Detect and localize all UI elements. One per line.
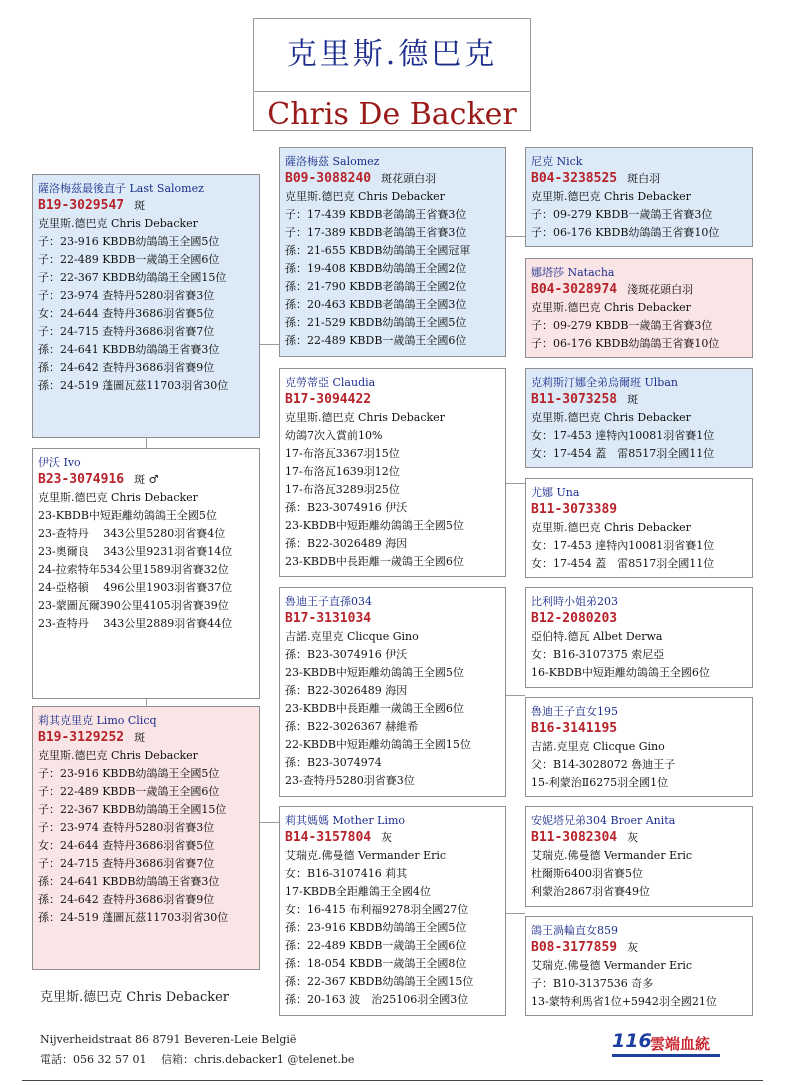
brand-logo bbox=[612, 1030, 722, 1058]
card-line: 17-KBDB全距離鴿王全國4位 bbox=[285, 885, 431, 898]
card-line: 子：06-176 KBDB幼鴿鴿王省賽10位 bbox=[531, 337, 720, 350]
card-line: 女：17-453 達特內10081羽省賽1位 bbox=[531, 429, 715, 442]
card-line: 利蒙治2867羽省賽49位 bbox=[531, 885, 650, 898]
card-line: 女：17-454 蓋 雷8517羽全國11位 bbox=[531, 447, 715, 460]
pigeon-name: 克勞蒂亞 Claudia bbox=[285, 376, 376, 389]
card-line: 孫：22-489 KBDB一歲鴿王全國6位 bbox=[285, 334, 467, 347]
card-line: 孫：20-463 KBDB老鴿鴿王全國3位 bbox=[285, 298, 467, 311]
card-line: 23-KBDB中長距離一歲鴿王全國6位 bbox=[285, 702, 464, 715]
ring-number: B11-3073389 bbox=[531, 502, 618, 517]
card-line: 孫：20-163 波 治25106羽全國3位 bbox=[285, 993, 469, 1006]
ring-number: B11-3082304 灰 bbox=[531, 830, 639, 845]
card-line: 克里斯.德巴克 Chris Debacker bbox=[38, 491, 198, 504]
pedigree-card-ulban bbox=[525, 368, 753, 468]
logo-number: 116 bbox=[612, 1030, 652, 1052]
card-line: 艾瑞克.佛曼德 Vermander Eric bbox=[531, 959, 693, 972]
card-line: 女：B16-3107375 索尼亞 bbox=[531, 648, 665, 661]
card-line: 孫：24-519 蓬圖瓦茲11703羽省30位 bbox=[38, 379, 229, 392]
card-line: 15-利蒙治Ⅱ6275羽全國1位 bbox=[531, 776, 669, 789]
card-line: 17-布洛瓦1639羽12位 bbox=[285, 465, 400, 478]
pigeon-name: 尤娜 Una bbox=[531, 486, 580, 499]
card-line: 克里斯.德巴克 Chris Debacker bbox=[285, 190, 445, 203]
card-line: 子：06-176 KBDB幼鴿鴿王省賽10位 bbox=[531, 226, 720, 239]
connector-line bbox=[146, 437, 147, 448]
card-line: 子：22-367 KBDB幼鴿鴿王全國15位 bbox=[38, 271, 227, 284]
card-line: 女：17-453 達特內10081羽省賽1位 bbox=[531, 539, 715, 552]
pigeon-name: 克莉斯汀娜全弟烏爾班 Ulban bbox=[531, 376, 678, 389]
card-line: 克里斯.德巴克 Chris Debacker bbox=[531, 411, 691, 424]
card-line: 子：24-715 查特丹3686羽省賽7位 bbox=[38, 325, 215, 338]
card-line: 23-蒙圖瓦爾390公里4105羽省賽39位 bbox=[38, 599, 229, 612]
pigeon-color: 灰 bbox=[381, 831, 393, 844]
pigeon-name: 尼克 Nick bbox=[531, 155, 583, 168]
card-line: 吉諾.克里克 Clicque Gino bbox=[285, 630, 419, 643]
owner-address: Nijverheidstraat 86 8791 Beveren-Leie België bbox=[40, 1033, 297, 1046]
pedigree-card-dam bbox=[32, 706, 260, 970]
card-line: 孫：22-489 KBDB一歲鴿王全國6位 bbox=[285, 939, 467, 952]
pigeon-color: 淺斑花頭白羽 bbox=[627, 283, 694, 296]
pigeon-name: 莉其媽媽 Mother Limo bbox=[285, 814, 406, 827]
card-line: 子：17-439 KBDB老鴿鴿王省賽3位 bbox=[285, 208, 467, 221]
ring-number: B16-3141195 bbox=[531, 721, 618, 736]
pigeon-color: 斑 bbox=[134, 731, 146, 744]
connector-line bbox=[505, 695, 525, 696]
pigeon-name: 薩洛梅茲最後直子 Last Salomez bbox=[38, 182, 204, 195]
card-line: 女：17-454 蓋 雷8517羽全國11位 bbox=[531, 557, 715, 570]
owner-name: 克里斯.德巴克 Chris Debacker bbox=[40, 990, 230, 1005]
card-line: 13-蒙特利馬省1位+5942羽全國21位 bbox=[531, 995, 717, 1008]
card-line: 23-奧爾良 343公里9231羽省賽14位 bbox=[38, 545, 233, 558]
card-line: 孫：B22-3026367 赫維希 bbox=[285, 720, 419, 733]
ring-number: B04-3238525 斑白羽 bbox=[531, 171, 661, 186]
card-line: 孫：21-655 KBDB幼鴿鴿王全國冠軍 bbox=[285, 244, 471, 257]
pedigree-card-mother-limo bbox=[279, 806, 506, 1016]
pigeon-color: 斑 bbox=[627, 393, 639, 406]
pedigree-card-broer-anita bbox=[525, 806, 753, 907]
card-line: 孫：23-916 KBDB幼鴿鴿王全國5位 bbox=[285, 921, 467, 934]
pigeon-color: 斑 ♂ bbox=[134, 473, 159, 486]
card-line: 克里斯.德巴克 Chris Debacker bbox=[38, 749, 198, 762]
pigeon-name: 薩洛梅茲 Salomez bbox=[285, 155, 380, 168]
pigeon-name: 娜塔莎 Natacha bbox=[531, 266, 615, 279]
card-line: 23-查特丹5280羽省賽3位 bbox=[285, 774, 415, 787]
pedigree-card-miss-belgium-brother bbox=[525, 587, 753, 688]
card-line: 孫：19-408 KBDB幼鴿鴿王全國2位 bbox=[285, 262, 467, 275]
card-line: 父：B14-3028072 魯迪王子 bbox=[531, 758, 676, 771]
card-line: 子：17-389 KBDB老鴿鴿王省賽3位 bbox=[285, 226, 467, 239]
card-line: 23-KBDB中短距離幼鴿鴿王全國5位 bbox=[38, 509, 217, 522]
card-line: 子：23-916 KBDB幼鴿鴿王全國5位 bbox=[38, 767, 220, 780]
ring-number: B19-3029547 斑 bbox=[38, 198, 146, 213]
card-line: 子：24-715 查特丹3686羽省賽7位 bbox=[38, 857, 215, 870]
pigeon-color: 灰 bbox=[627, 831, 639, 844]
pigeon-name: 鴿王渦輪直女859 bbox=[531, 924, 618, 937]
pigeon-color: 灰 bbox=[627, 941, 639, 954]
card-line: 孫：B23-3074916 伊沃 bbox=[285, 648, 408, 661]
pedigree-card-claudia bbox=[279, 368, 506, 577]
ring-number: B09-3088240 斑花頭白羽 bbox=[285, 171, 437, 186]
card-line: 孫：24-642 查特丹3686羽省賽9位 bbox=[38, 893, 215, 906]
ring-number: B17-3131034 bbox=[285, 611, 372, 626]
pigeon-name: 安妮塔兄弟304 Broer Anita bbox=[531, 814, 676, 827]
pedigree-card-salomez bbox=[279, 147, 506, 357]
ring-number: B08-3177859 灰 bbox=[531, 940, 639, 955]
title-divider bbox=[254, 91, 530, 92]
card-line: 子：23-916 KBDB幼鴿鴿王全國5位 bbox=[38, 235, 220, 248]
card-line: 艾瑞克.佛曼德 Vermander Eric bbox=[531, 849, 693, 862]
pedigree-card-natacha bbox=[525, 258, 753, 358]
pedigree-card-subject bbox=[32, 448, 260, 699]
card-line: 23-查特丹 343公里2889羽省賽44位 bbox=[38, 617, 233, 630]
title-box bbox=[253, 18, 531, 131]
card-line: 子：23-974 查特丹5280羽省賽3位 bbox=[38, 821, 215, 834]
card-line: 孫：24-519 蓬圖瓦茲11703羽省30位 bbox=[38, 911, 229, 924]
connector-line bbox=[259, 822, 279, 823]
card-line: 23-查特丹 343公里5280羽省賽4位 bbox=[38, 527, 226, 540]
ring-number: B04-3028974 淺斑花頭白羽 bbox=[531, 282, 694, 297]
pedigree-card-turbo-daughter bbox=[525, 916, 753, 1016]
connector-line bbox=[505, 236, 525, 237]
card-line: 艾瑞克.佛曼德 Vermander Eric bbox=[285, 849, 447, 862]
logo-underline bbox=[612, 1054, 720, 1057]
card-line: 24-拉索特年534公里1589羽省賽32位 bbox=[38, 563, 229, 576]
pedigree-card-una bbox=[525, 478, 753, 578]
card-line: 孫：18-054 KBDB一歲鴿王全國8位 bbox=[285, 957, 467, 970]
card-line: 23-KBDB中短距離幼鴿鴿王全國5位 bbox=[285, 519, 464, 532]
card-line: 克里斯.德巴克 Chris Debacker bbox=[531, 301, 691, 314]
card-line: 克里斯.德巴克 Chris Debacker bbox=[38, 217, 198, 230]
connector-line bbox=[505, 913, 525, 914]
card-line: 孫：24-641 KBDB幼鴿鴿王省賽3位 bbox=[38, 343, 220, 356]
pedigree-card-prince-rudy-grandson bbox=[279, 587, 506, 797]
card-line: 孫：B22-3026489 海因 bbox=[285, 537, 408, 550]
card-line: 子：22-367 KBDB幼鴿鴿王全國15位 bbox=[38, 803, 227, 816]
card-line: 22-KBDB中短距離幼鴿鴿王全國15位 bbox=[285, 738, 471, 751]
pigeon-name: 莉其克里克 Limo Clicq bbox=[38, 714, 157, 727]
ring-number: B17-3094422 bbox=[285, 392, 372, 407]
card-line: 孫：24-641 KBDB幼鴿鴿王省賽3位 bbox=[38, 875, 220, 888]
card-line: 子：22-489 KBDB一歲鴿王全國6位 bbox=[38, 253, 220, 266]
pigeon-name: 魯迪王子直女195 bbox=[531, 705, 618, 718]
ring-number: B19-3129252 斑 bbox=[38, 730, 146, 745]
card-line: 孫：21-790 KBDB老鴿鴿王全國2位 bbox=[285, 280, 467, 293]
card-line: 孫：B22-3026489 海因 bbox=[285, 684, 408, 697]
card-line: 孫：24-642 查特丹3686羽省賽9位 bbox=[38, 361, 215, 374]
card-line: 克里斯.德巴克 Chris Debacker bbox=[531, 190, 691, 203]
pigeon-name: 魯迪王子直孫034 bbox=[285, 595, 372, 608]
pigeon-name: 伊沃 Ivo bbox=[38, 456, 81, 469]
pedigree-card-sire-sire bbox=[32, 174, 260, 438]
pigeon-color: 斑 bbox=[134, 199, 146, 212]
connector-line bbox=[505, 483, 525, 484]
card-line: 24-亞格頓 496公里1903羽省賽37位 bbox=[38, 581, 233, 594]
owner-contact: 電話：056 32 57 01 信箱：chris.debacker1 @telenet.be bbox=[40, 1053, 355, 1066]
card-line: 幼鴿7次入賞前10% bbox=[285, 429, 383, 442]
ring-number: B11-3073258 斑 bbox=[531, 392, 639, 407]
card-line: 孫：B23-3074916 伊沃 bbox=[285, 501, 408, 514]
card-line: 子：22-489 KBDB一歲鴿王全國6位 bbox=[38, 785, 220, 798]
connector-line bbox=[146, 698, 147, 706]
card-line: 杜爾斯6400羽省賽5位 bbox=[531, 867, 643, 880]
connector-line bbox=[259, 344, 279, 345]
card-line: 孫：22-367 KBDB幼鴿鴿王全國15位 bbox=[285, 975, 474, 988]
card-line: 克里斯.德巴克 Chris Debacker bbox=[285, 411, 445, 424]
logo-text: 雲端血統 bbox=[650, 1035, 711, 1053]
card-line: 女：24-644 查特丹3686羽省賽5位 bbox=[38, 307, 215, 320]
card-line: 女：B16-3107416 莉其 bbox=[285, 867, 408, 880]
card-line: 23-KBDB中短距離幼鴿鴿王全國5位 bbox=[285, 666, 464, 679]
ring-number: B23-3074916 斑 ♂ bbox=[38, 472, 159, 487]
card-line: 女：24-644 查特丹3686羽省賽5位 bbox=[38, 839, 215, 852]
card-line: 吉諾.克里克 Clicque Gino bbox=[531, 740, 665, 753]
pigeon-color: 斑花頭白羽 bbox=[381, 172, 437, 185]
card-line: 克里斯.德巴克 Chris Debacker bbox=[531, 521, 691, 534]
card-line: 子：09-279 KBDB一歲鴿王省賽3位 bbox=[531, 208, 713, 221]
title-english: Chris De Backer bbox=[267, 97, 517, 132]
card-line: 子：B10-3137536 奇多 bbox=[531, 977, 654, 990]
card-line: 17-布洛瓦3367羽15位 bbox=[285, 447, 400, 460]
ring-number: B14-3157804 灰 bbox=[285, 830, 393, 845]
pedigree-card-nick bbox=[525, 147, 753, 247]
ring-number: B12-2080203 bbox=[531, 611, 618, 626]
card-line: 23-KBDB中長距離一歲鴿王全國6位 bbox=[285, 555, 464, 568]
pigeon-color: 斑白羽 bbox=[627, 172, 661, 185]
title-chinese: 克里斯.德巴克 bbox=[286, 37, 498, 72]
card-line: 女：16-415 布利福9278羽全國27位 bbox=[285, 903, 469, 916]
card-line: 孫：B23-3074974 bbox=[285, 756, 382, 769]
card-line: 17-布洛瓦3289羽25位 bbox=[285, 483, 400, 496]
footer-divider bbox=[22, 1080, 763, 1081]
card-line: 亞伯特.德瓦 Albet Derwa bbox=[531, 630, 663, 643]
pedigree-card-prince-rudy-daughter bbox=[525, 697, 753, 797]
card-line: 子：09-279 KBDB一歲鴿王省賽3位 bbox=[531, 319, 713, 332]
pigeon-name: 比利時小姐弟203 bbox=[531, 595, 618, 608]
card-line: 孫：21-529 KBDB幼鴿鴿王全國5位 bbox=[285, 316, 467, 329]
card-line: 子：23-974 查特丹5280羽省賽3位 bbox=[38, 289, 215, 302]
card-line: 16-KBDB中短距離幼鴿鴿王全國6位 bbox=[531, 666, 710, 679]
